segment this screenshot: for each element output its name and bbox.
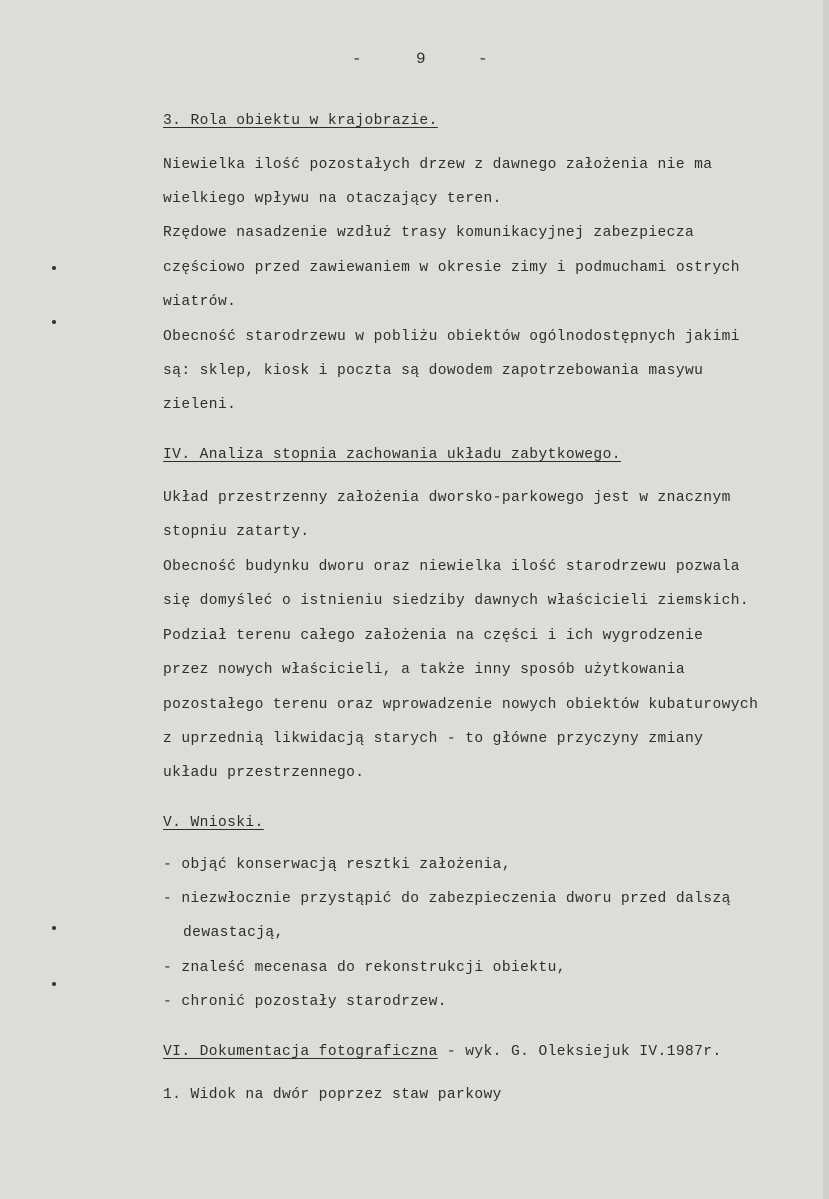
section3-line: wielkiego wpływu na otaczający teren.: [163, 191, 502, 207]
section5-line: - niezwłocznie przystąpić do zabezpieczenia dworu przed dalszą: [163, 891, 731, 907]
punch-mark: [52, 982, 56, 986]
section3-line: wiatrów.: [163, 294, 237, 310]
section6-heading-rest: - wyk. G. Oleksiejuk IV.1987r.: [437, 1044, 722, 1060]
section4-line: się domyśleć o istnieniu siedziby dawnych właścicieli ziemskich.: [163, 593, 750, 609]
page-edge: [823, 0, 829, 1199]
section5-line: - znaleść mecenasa do rekonstrukcji obiektu,: [163, 960, 566, 976]
section4-line: Układ przestrzenny założenia dworsko-parkowego jest w znacznym: [163, 490, 731, 506]
section4-line: pozostałego terenu oraz wprowadzenie nowych obiektów kubaturowych: [163, 697, 759, 713]
section5-heading: V. Wnioski.: [163, 815, 264, 831]
punch-mark: [52, 320, 56, 324]
section5-line: dewastacją,: [183, 925, 284, 941]
section3-line: Rzędowe nasadzenie wzdłuż trasy komunikacyjnej zabezpiecza: [163, 225, 695, 241]
page-number-value: 9: [416, 50, 426, 68]
punch-mark: [52, 266, 56, 270]
page-number-dash-right: -: [478, 50, 488, 68]
section3-heading: 3. Rola obiektu w krajobrazie.: [163, 113, 438, 129]
section6-heading: [163, 1044, 722, 1060]
section3-line: są: sklep, kiosk i poczta są dowodem zapotrzebowania masywu: [163, 363, 704, 379]
section4-line: Obecność budynku dworu oraz niewielka ilość starodrzewu pozwala: [163, 559, 740, 575]
section4-heading: IV. Analiza stopnia zachowania układu zabytkowego.: [163, 447, 621, 463]
section4-line: Podział terenu całego założenia na części i ich wygrodzenie: [163, 628, 704, 644]
section4-line: układu przestrzennego.: [163, 765, 365, 781]
section5-line: - objąć konserwacją resztki założenia,: [163, 857, 511, 873]
section3-line: częściowo przed zawiewaniem w okresie zimy i podmuchami ostrych: [163, 260, 740, 276]
punch-mark: [52, 926, 56, 930]
section3-line: Obecność starodrzewu w pobliżu obiektów ogólnodostępnych jakimi: [163, 329, 740, 345]
section4-line: z uprzednią likwidacją starych - to główne przyczyny zmiany: [163, 731, 704, 747]
section3-line: zieleni.: [163, 397, 237, 413]
page-number-dash-left: -: [352, 50, 362, 68]
section3-line: Niewielka ilość pozostałych drzew z dawnego założenia nie ma: [163, 157, 713, 173]
section5-line: - chronić pozostały starodrzew.: [163, 994, 447, 1010]
section4-line: przez nowych właścicieli, a także inny sposób użytkowania: [163, 662, 685, 678]
section6-heading-title: VI. Dokumentacja fotograficzna: [163, 1044, 438, 1060]
section6-line: 1. Widok na dwór poprzez staw parkowy: [163, 1087, 502, 1103]
section4-line: stopniu zatarty.: [163, 524, 310, 540]
